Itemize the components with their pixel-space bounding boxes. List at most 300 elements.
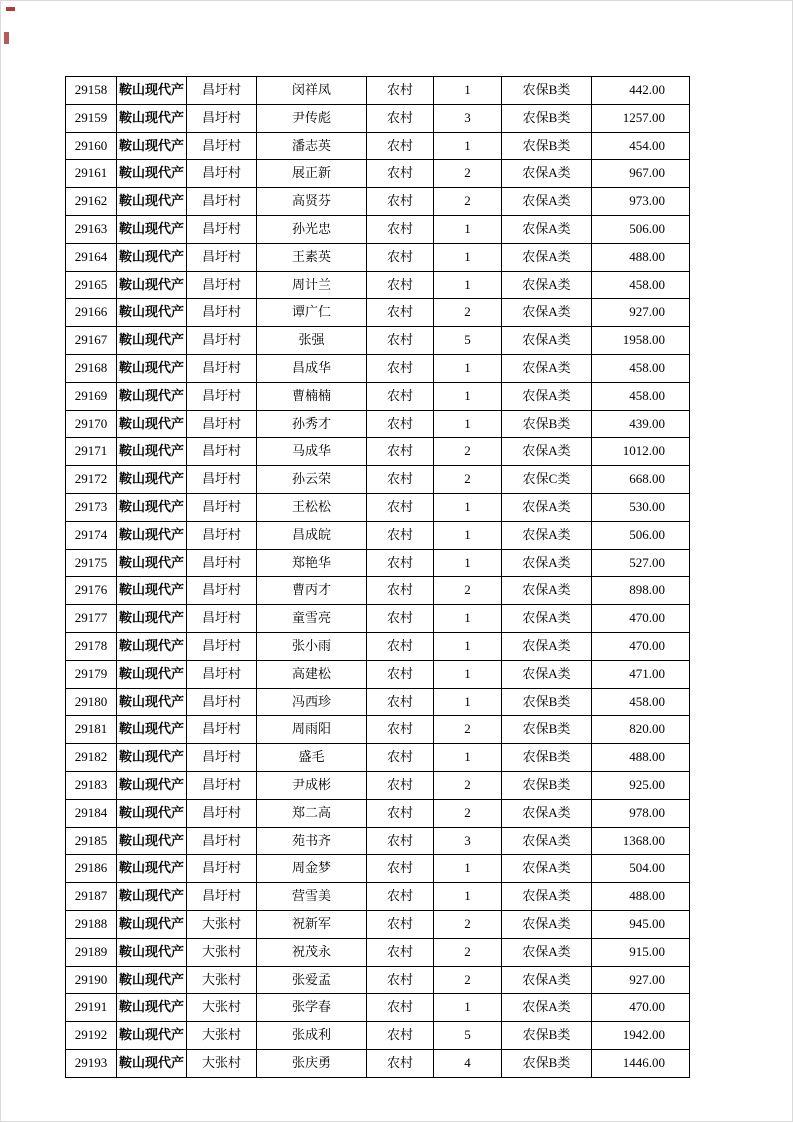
cell-name: 马成华 — [257, 438, 367, 466]
table-row — [66, 188, 690, 216]
cell-unit: 鞍山现代产 — [117, 354, 187, 382]
cell-category: 农保A类 — [502, 577, 592, 605]
cell-name: 张小雨 — [257, 632, 367, 660]
cell-id: 29173 — [66, 493, 117, 521]
cell-category: 农保B类 — [502, 77, 592, 105]
cell-id: 29160 — [66, 132, 117, 160]
cell-name: 孙云荣 — [257, 466, 367, 494]
cell-village: 大张村 — [187, 1049, 257, 1077]
cell-amount: 527.00 — [592, 549, 690, 577]
cell-unit: 鞍山现代产 — [117, 632, 187, 660]
cell-id: 29182 — [66, 744, 117, 772]
cell-type: 农村 — [367, 549, 434, 577]
cell-amount: 668.00 — [592, 466, 690, 494]
cell-count: 5 — [434, 327, 502, 355]
cell-amount: 506.00 — [592, 521, 690, 549]
cell-type: 农村 — [367, 493, 434, 521]
cell-category: 农保B类 — [502, 1049, 592, 1077]
cell-type: 农村 — [367, 243, 434, 271]
cell-category: 农保B类 — [502, 410, 592, 438]
cell-count: 1 — [434, 632, 502, 660]
cell-category: 农保A类 — [502, 549, 592, 577]
cell-type: 农村 — [367, 327, 434, 355]
table-row — [66, 1022, 690, 1050]
cell-amount: 470.00 — [592, 605, 690, 633]
cell-count: 3 — [434, 104, 502, 132]
cell-unit: 鞍山现代产 — [117, 549, 187, 577]
cell-amount: 945.00 — [592, 910, 690, 938]
cell-id: 29186 — [66, 855, 117, 883]
cell-name: 郑艳华 — [257, 549, 367, 577]
cell-category: 农保B类 — [502, 104, 592, 132]
cell-amount: 978.00 — [592, 799, 690, 827]
cell-type: 农村 — [367, 910, 434, 938]
cell-name: 周金梦 — [257, 855, 367, 883]
cell-id: 29170 — [66, 410, 117, 438]
cell-category: 农保A类 — [502, 299, 592, 327]
cell-type: 农村 — [367, 188, 434, 216]
cell-type: 农村 — [367, 438, 434, 466]
cell-village: 昌圩村 — [187, 243, 257, 271]
cell-village: 大张村 — [187, 1022, 257, 1050]
cell-id: 29177 — [66, 605, 117, 633]
cell-category: 农保B类 — [502, 1022, 592, 1050]
cell-id: 29162 — [66, 188, 117, 216]
cell-type: 农村 — [367, 299, 434, 327]
cell-unit: 鞍山现代产 — [117, 466, 187, 494]
cell-count: 1 — [434, 493, 502, 521]
table-row — [66, 994, 690, 1022]
cell-village: 昌圩村 — [187, 716, 257, 744]
cell-name: 曹丙才 — [257, 577, 367, 605]
cell-count: 1 — [434, 605, 502, 633]
cell-village: 昌圩村 — [187, 188, 257, 216]
cell-type: 农村 — [367, 632, 434, 660]
cell-amount: 488.00 — [592, 883, 690, 911]
cell-unit: 鞍山现代产 — [117, 966, 187, 994]
cell-id: 29171 — [66, 438, 117, 466]
cell-name: 昌成华 — [257, 354, 367, 382]
cell-type: 农村 — [367, 744, 434, 772]
cell-id: 29190 — [66, 966, 117, 994]
cell-name: 祝新军 — [257, 910, 367, 938]
cell-name: 周计兰 — [257, 271, 367, 299]
cell-amount: 471.00 — [592, 660, 690, 688]
cell-unit: 鞍山现代产 — [117, 188, 187, 216]
cell-id: 29172 — [66, 466, 117, 494]
cell-village: 昌圩村 — [187, 605, 257, 633]
cell-unit: 鞍山现代产 — [117, 883, 187, 911]
cell-amount: 530.00 — [592, 493, 690, 521]
cell-type: 农村 — [367, 799, 434, 827]
cell-village: 大张村 — [187, 966, 257, 994]
cell-village: 昌圩村 — [187, 160, 257, 188]
cell-count: 1 — [434, 688, 502, 716]
cell-village: 昌圩村 — [187, 382, 257, 410]
cell-count: 1 — [434, 410, 502, 438]
cell-count: 2 — [434, 938, 502, 966]
cell-amount: 458.00 — [592, 382, 690, 410]
cell-amount: 1446.00 — [592, 1049, 690, 1077]
cell-type: 农村 — [367, 938, 434, 966]
cell-name: 张强 — [257, 327, 367, 355]
cell-id: 29187 — [66, 883, 117, 911]
cell-category: 农保A类 — [502, 966, 592, 994]
table-row — [66, 577, 690, 605]
cell-category: 农保A类 — [502, 438, 592, 466]
cell-id: 29181 — [66, 716, 117, 744]
cell-village: 大张村 — [187, 938, 257, 966]
cell-amount: 470.00 — [592, 632, 690, 660]
cell-count: 4 — [434, 1049, 502, 1077]
table-row — [66, 883, 690, 911]
cell-village: 大张村 — [187, 910, 257, 938]
cell-count: 2 — [434, 466, 502, 494]
corner-artifact-mark — [6, 7, 15, 11]
cell-village: 昌圩村 — [187, 493, 257, 521]
cell-id: 29180 — [66, 688, 117, 716]
cell-count: 1 — [434, 549, 502, 577]
cell-amount: 504.00 — [592, 855, 690, 883]
cell-id: 29179 — [66, 660, 117, 688]
cell-village: 昌圩村 — [187, 660, 257, 688]
cell-name: 潘志英 — [257, 132, 367, 160]
cell-unit: 鞍山现代产 — [117, 605, 187, 633]
cell-id: 29161 — [66, 160, 117, 188]
cell-count: 1 — [434, 243, 502, 271]
cell-name: 昌成皖 — [257, 521, 367, 549]
cell-village: 昌圩村 — [187, 299, 257, 327]
table-row — [66, 605, 690, 633]
cell-type: 农村 — [367, 77, 434, 105]
cell-id: 29158 — [66, 77, 117, 105]
cell-type: 农村 — [367, 354, 434, 382]
table-row — [66, 799, 690, 827]
cell-id: 29169 — [66, 382, 117, 410]
cell-unit: 鞍山现代产 — [117, 77, 187, 105]
cell-village: 昌圩村 — [187, 521, 257, 549]
cell-type: 农村 — [367, 160, 434, 188]
cell-type: 农村 — [367, 466, 434, 494]
cell-category: 农保A类 — [502, 243, 592, 271]
table-row — [66, 160, 690, 188]
cell-unit: 鞍山现代产 — [117, 688, 187, 716]
cell-village: 昌圩村 — [187, 327, 257, 355]
cell-count: 2 — [434, 716, 502, 744]
cell-village: 昌圩村 — [187, 577, 257, 605]
cell-amount: 488.00 — [592, 243, 690, 271]
table-row — [66, 215, 690, 243]
cell-amount: 973.00 — [592, 188, 690, 216]
table-row — [66, 549, 690, 577]
cell-unit: 鞍山现代产 — [117, 660, 187, 688]
cell-type: 农村 — [367, 271, 434, 299]
cell-id: 29166 — [66, 299, 117, 327]
cell-amount: 898.00 — [592, 577, 690, 605]
cell-type: 农村 — [367, 215, 434, 243]
cell-unit: 鞍山现代产 — [117, 327, 187, 355]
cell-count: 1 — [434, 271, 502, 299]
table-row — [66, 354, 690, 382]
cell-count: 2 — [434, 299, 502, 327]
cell-count: 1 — [434, 994, 502, 1022]
cell-category: 农保A类 — [502, 799, 592, 827]
cell-amount: 458.00 — [592, 354, 690, 382]
cell-count: 1 — [434, 215, 502, 243]
cell-id: 29192 — [66, 1022, 117, 1050]
cell-type: 农村 — [367, 966, 434, 994]
table-row — [66, 632, 690, 660]
cell-type: 农村 — [367, 1049, 434, 1077]
cell-count: 2 — [434, 966, 502, 994]
cell-count: 3 — [434, 827, 502, 855]
cell-name: 谭广仁 — [257, 299, 367, 327]
cell-id: 29167 — [66, 327, 117, 355]
cell-name: 尹传彪 — [257, 104, 367, 132]
cell-category: 农保A类 — [502, 938, 592, 966]
cell-category: 农保B类 — [502, 744, 592, 772]
cell-count: 2 — [434, 438, 502, 466]
cell-count: 2 — [434, 799, 502, 827]
cell-category: 农保A类 — [502, 994, 592, 1022]
cell-id: 29185 — [66, 827, 117, 855]
cell-name: 高建松 — [257, 660, 367, 688]
cell-category: 农保A类 — [502, 354, 592, 382]
table-row — [66, 410, 690, 438]
cell-village: 昌圩村 — [187, 438, 257, 466]
cell-amount: 927.00 — [592, 966, 690, 994]
cell-category: 农保B类 — [502, 688, 592, 716]
cell-name: 冯西珍 — [257, 688, 367, 716]
cell-name: 闵祥凤 — [257, 77, 367, 105]
table-row — [66, 438, 690, 466]
cell-unit: 鞍山现代产 — [117, 1022, 187, 1050]
cell-category: 农保A类 — [502, 493, 592, 521]
cell-amount: 458.00 — [592, 688, 690, 716]
cell-type: 农村 — [367, 1022, 434, 1050]
table-row — [66, 77, 690, 105]
cell-type: 农村 — [367, 104, 434, 132]
cell-count: 2 — [434, 910, 502, 938]
table-row — [66, 132, 690, 160]
cell-name: 张成利 — [257, 1022, 367, 1050]
cell-name: 周雨阳 — [257, 716, 367, 744]
cell-name: 郑二高 — [257, 799, 367, 827]
cell-unit: 鞍山现代产 — [117, 716, 187, 744]
cell-count: 2 — [434, 771, 502, 799]
cell-unit: 鞍山现代产 — [117, 215, 187, 243]
table-row — [66, 493, 690, 521]
cell-amount: 925.00 — [592, 771, 690, 799]
cell-village: 昌圩村 — [187, 215, 257, 243]
cell-amount: 1958.00 — [592, 327, 690, 355]
cell-amount: 1257.00 — [592, 104, 690, 132]
cell-category: 农保A类 — [502, 382, 592, 410]
cell-village: 昌圩村 — [187, 771, 257, 799]
cell-category: 农保C类 — [502, 466, 592, 494]
cell-village: 昌圩村 — [187, 549, 257, 577]
cell-name: 孙光忠 — [257, 215, 367, 243]
cell-name: 营雪美 — [257, 883, 367, 911]
cell-category: 农保B类 — [502, 771, 592, 799]
cell-unit: 鞍山现代产 — [117, 104, 187, 132]
cell-category: 农保A类 — [502, 188, 592, 216]
cell-count: 1 — [434, 354, 502, 382]
cell-type: 农村 — [367, 994, 434, 1022]
cell-count: 2 — [434, 160, 502, 188]
cell-unit: 鞍山现代产 — [117, 438, 187, 466]
table-row — [66, 855, 690, 883]
cell-id: 29178 — [66, 632, 117, 660]
cell-amount: 442.00 — [592, 77, 690, 105]
cell-type: 农村 — [367, 521, 434, 549]
cell-id: 29165 — [66, 271, 117, 299]
table-row — [66, 327, 690, 355]
cell-unit: 鞍山现代产 — [117, 160, 187, 188]
cell-count: 5 — [434, 1022, 502, 1050]
cell-amount: 470.00 — [592, 994, 690, 1022]
payment-table — [65, 76, 690, 1078]
cell-unit: 鞍山现代产 — [117, 410, 187, 438]
cell-count: 1 — [434, 132, 502, 160]
cell-unit: 鞍山现代产 — [117, 382, 187, 410]
cell-count: 2 — [434, 188, 502, 216]
cell-category: 农保A类 — [502, 910, 592, 938]
table-row — [66, 827, 690, 855]
table-row — [66, 271, 690, 299]
cell-count: 1 — [434, 883, 502, 911]
cell-id: 29188 — [66, 910, 117, 938]
cell-unit: 鞍山现代产 — [117, 132, 187, 160]
cell-amount: 1368.00 — [592, 827, 690, 855]
cell-name: 孙秀才 — [257, 410, 367, 438]
cell-type: 农村 — [367, 660, 434, 688]
table-row — [66, 688, 690, 716]
cell-count: 1 — [434, 744, 502, 772]
cell-name: 高贤芬 — [257, 188, 367, 216]
cell-amount: 506.00 — [592, 215, 690, 243]
cell-village: 昌圩村 — [187, 77, 257, 105]
cell-amount: 915.00 — [592, 938, 690, 966]
cell-village: 昌圩村 — [187, 855, 257, 883]
cell-category: 农保A类 — [502, 827, 592, 855]
table-row — [66, 938, 690, 966]
cell-count: 2 — [434, 577, 502, 605]
cell-village: 昌圩村 — [187, 271, 257, 299]
cell-village: 昌圩村 — [187, 104, 257, 132]
cell-name: 祝茂永 — [257, 938, 367, 966]
cell-amount: 927.00 — [592, 299, 690, 327]
cell-type: 农村 — [367, 577, 434, 605]
table-row — [66, 299, 690, 327]
cell-unit: 鞍山现代产 — [117, 493, 187, 521]
table-row — [66, 660, 690, 688]
table-row — [66, 966, 690, 994]
cell-name: 盛毛 — [257, 744, 367, 772]
cell-name: 张爱孟 — [257, 966, 367, 994]
cell-category: 农保A类 — [502, 160, 592, 188]
cell-id: 29164 — [66, 243, 117, 271]
cell-amount: 1942.00 — [592, 1022, 690, 1050]
cell-village: 昌圩村 — [187, 688, 257, 716]
cell-id: 29168 — [66, 354, 117, 382]
cell-type: 农村 — [367, 827, 434, 855]
cell-name: 苑书齐 — [257, 827, 367, 855]
table-row — [66, 716, 690, 744]
cell-id: 29183 — [66, 771, 117, 799]
cell-amount: 967.00 — [592, 160, 690, 188]
cell-village: 昌圩村 — [187, 632, 257, 660]
table-row — [66, 1049, 690, 1077]
cell-id: 29159 — [66, 104, 117, 132]
cell-village: 昌圩村 — [187, 827, 257, 855]
cell-id: 29191 — [66, 994, 117, 1022]
table-row — [66, 466, 690, 494]
table-row — [66, 243, 690, 271]
cell-name: 尹成彬 — [257, 771, 367, 799]
cell-village: 昌圩村 — [187, 799, 257, 827]
cell-village: 昌圩村 — [187, 410, 257, 438]
cell-category: 农保A类 — [502, 271, 592, 299]
cell-count: 1 — [434, 382, 502, 410]
cell-unit: 鞍山现代产 — [117, 827, 187, 855]
cell-type: 农村 — [367, 688, 434, 716]
cell-category: 农保A类 — [502, 632, 592, 660]
cell-unit: 鞍山现代产 — [117, 521, 187, 549]
cell-id: 29176 — [66, 577, 117, 605]
cell-id: 29163 — [66, 215, 117, 243]
cell-village: 昌圩村 — [187, 744, 257, 772]
cell-name: 张学春 — [257, 994, 367, 1022]
cell-unit: 鞍山现代产 — [117, 994, 187, 1022]
cell-unit: 鞍山现代产 — [117, 938, 187, 966]
cell-unit: 鞍山现代产 — [117, 271, 187, 299]
cell-category: 农保B类 — [502, 132, 592, 160]
cell-type: 农村 — [367, 771, 434, 799]
cell-unit: 鞍山现代产 — [117, 744, 187, 772]
cell-type: 农村 — [367, 382, 434, 410]
cell-id: 29175 — [66, 549, 117, 577]
cell-name: 张庆勇 — [257, 1049, 367, 1077]
cell-count: 1 — [434, 521, 502, 549]
table-row — [66, 910, 690, 938]
cell-id: 29193 — [66, 1049, 117, 1077]
cell-village: 昌圩村 — [187, 132, 257, 160]
cell-count: 1 — [434, 855, 502, 883]
cell-category: 农保A类 — [502, 605, 592, 633]
cell-category: 农保B类 — [502, 716, 592, 744]
cell-type: 农村 — [367, 716, 434, 744]
cell-id: 29174 — [66, 521, 117, 549]
cell-amount: 820.00 — [592, 716, 690, 744]
cell-category: 农保A类 — [502, 215, 592, 243]
cell-amount: 488.00 — [592, 744, 690, 772]
cell-name: 曹楠楠 — [257, 382, 367, 410]
cell-type: 农村 — [367, 410, 434, 438]
cell-type: 农村 — [367, 132, 434, 160]
cell-village: 昌圩村 — [187, 354, 257, 382]
cell-category: 农保A类 — [502, 521, 592, 549]
cell-unit: 鞍山现代产 — [117, 243, 187, 271]
cell-type: 农村 — [367, 605, 434, 633]
cell-unit: 鞍山现代产 — [117, 299, 187, 327]
cell-id: 29189 — [66, 938, 117, 966]
cell-unit: 鞍山现代产 — [117, 799, 187, 827]
cell-name: 童雪亮 — [257, 605, 367, 633]
table-row — [66, 521, 690, 549]
table-body — [66, 77, 690, 1078]
cell-amount: 458.00 — [592, 271, 690, 299]
